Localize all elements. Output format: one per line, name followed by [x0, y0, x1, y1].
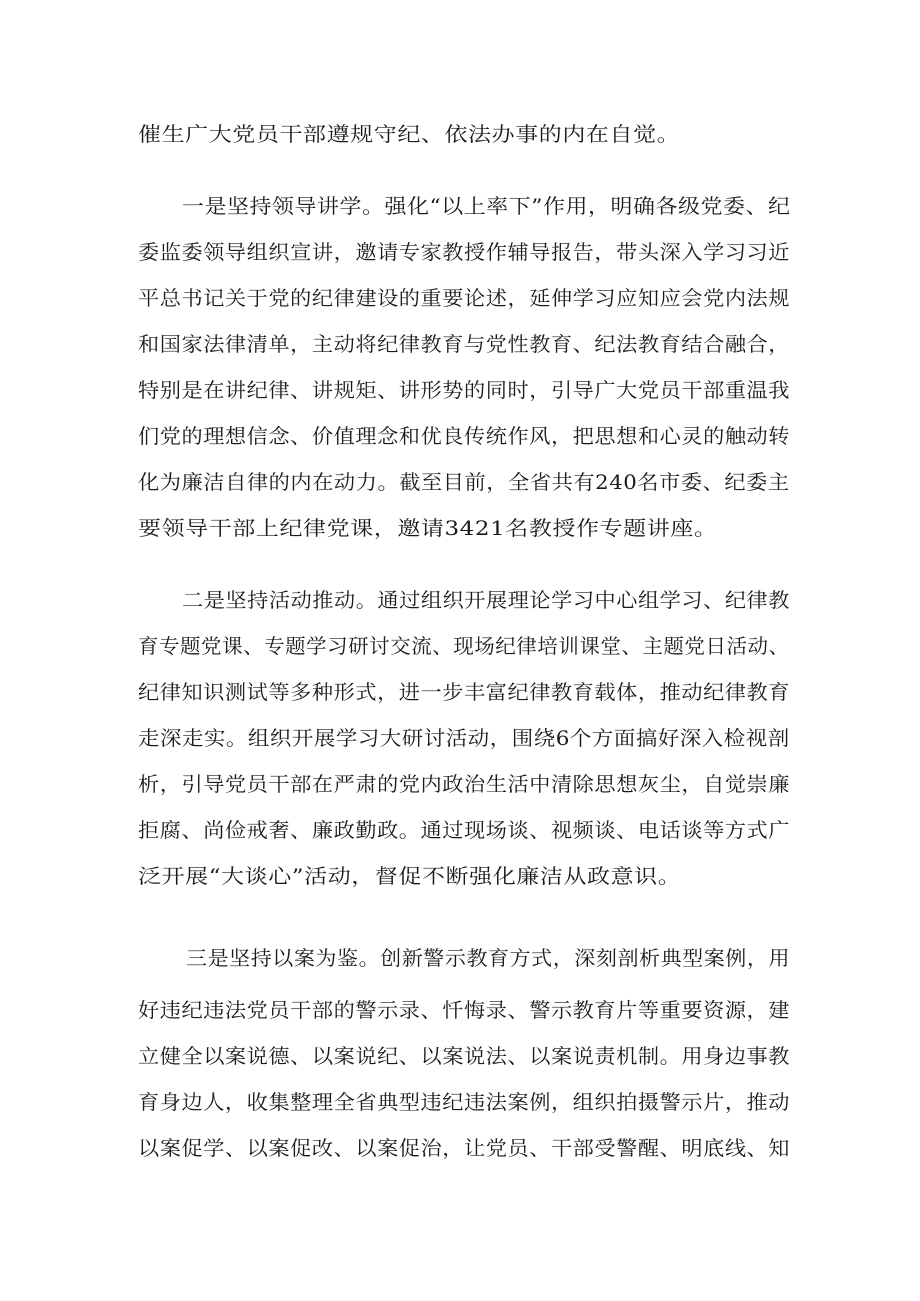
- intro-line: 催生广大党员干部遵规守纪、依法办事的内在自觉。: [138, 122, 681, 146]
- paragraph1-line: 特别是在讲纪律、讲规矩、讲形势的同时，引导广大党员干部重温我: [138, 378, 791, 402]
- paragraph3-line: 三是坚持以案为鉴。创新警示教育方式，深刻剖析典型案例，用: [186, 946, 791, 970]
- paragraph2-line: 泛开展“大谈心”活动，督促不断强化廉洁从政意识。: [138, 864, 682, 888]
- paragraph2-line: 育专题党课、专题学习研讨交流、现场纪律培训课堂、主题党日活动、: [138, 634, 790, 658]
- paragraph1-line: 们党的理想信念、价值理念和优良传统作风，把思想和心灵的触动转: [138, 424, 791, 448]
- paragraph1-line: 要领导干部上纪律党课，邀请3421名教授作专题讲座。: [138, 516, 718, 540]
- paragraph1-line: 委监委领导组织宣讲，邀请专家教授作辅导报告，带头深入学习习近: [138, 240, 791, 264]
- paragraph1-line: 一是坚持领导讲学。强化“以上率下”作用，明确各级党委、纪: [182, 194, 791, 218]
- paragraph1-line: 平总书记关于党的纪律建设的重要论述，延伸学习应知应会党内法规: [138, 286, 791, 310]
- paragraph2-line: 析，引导党员干部在严肃的党内政治生活中清除思想灰尘，自觉崇廉: [138, 772, 791, 796]
- paragraph1-line: 化为廉洁自律的内在动力。截至目前，全省共有240名市委、纪委主: [138, 470, 790, 494]
- paragraph2-line: 纪律知识测试等多种形式，进一步丰富纪律教育载体，推动纪律教育: [138, 680, 791, 704]
- paragraph2-line: 二是坚持活动推动。通过组织开展理论学习中心组学习、纪律教: [182, 588, 790, 612]
- paragraph3-line: 育身边人，收集整理全省典型违纪违法案例，组织拍摄警示片，推动: [138, 1090, 791, 1114]
- paragraph3-line: 立健全以案说德、以案说纪、以案说法、以案说责机制。用身边事教: [138, 1044, 791, 1068]
- paragraph1-line: 和国家法律清单，主动将纪律教育与党性教育、纪法教育结合融合，: [138, 332, 791, 356]
- paragraph2-line: 拒腐、尚俭戒奢、廉政勤政。通过现场谈、视频谈、电话谈等方式广: [138, 818, 791, 842]
- paragraph3-line: 好违纪违法党员干部的警示录、忏悔录、警示教育片等重要资源，建: [138, 998, 791, 1022]
- paragraph3-line: 以案促学、以案促改、以案促治，让党员、干部受警醒、明底线、知: [138, 1136, 791, 1160]
- paragraph2-line: 走深走实。组织开展学习大研讨活动，围绕6个方面搞好深入检视剖: [138, 726, 790, 750]
